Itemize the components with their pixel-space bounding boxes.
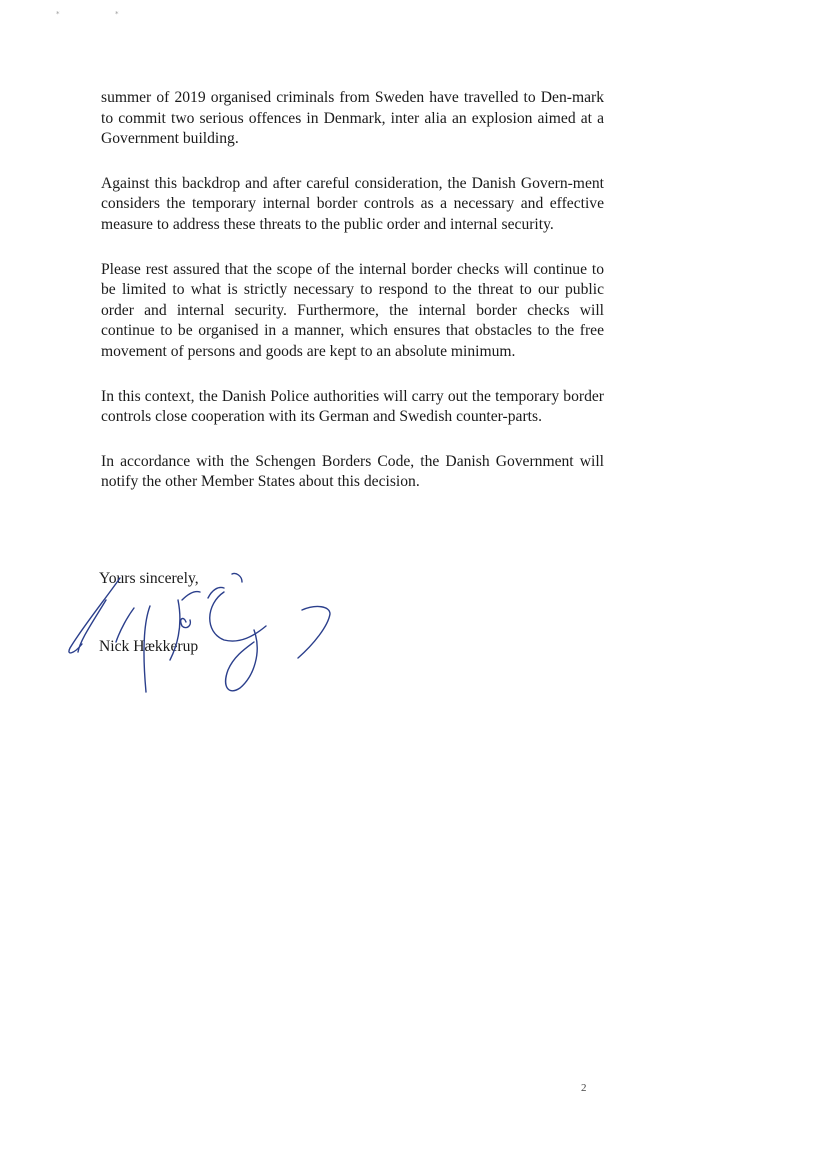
closing-salutation: Yours sincerely, xyxy=(99,570,199,587)
paragraph: In accordance with the Schengen Borders Code, the Danish Government will notify the other Member States about this decision. xyxy=(101,452,604,491)
paragraph: summer of 2019 organised criminals from Sweden have travelled to Den-mark to commit two serious offences in Denmark, inter alia an explosion aimed at a Government building. xyxy=(101,89,604,148)
page-number: 2 xyxy=(581,1082,587,1094)
paragraph: Please rest assured that the scope of the internal border checks will continue to be limited to what is strictly necessary to respond to the threat to our public order and internal security. Furthermore, the internal border checks will continue to be organised in a manner, which ensures that obstacles to the free movement of persons and goods are kept to an absolute minimum. xyxy=(101,260,604,360)
signer-name: Nick Hækkerup xyxy=(99,638,199,655)
letter-body xyxy=(101,88,604,517)
scan-mark: * xyxy=(56,10,60,18)
scan-mark: * xyxy=(115,10,119,18)
handwritten-signature xyxy=(58,570,348,700)
paragraph: Against this backdrop and after careful consideration, the Danish Govern-ment considers the temporary internal border controls as a necessary and effective measure to address these threats to the public order and internal security. xyxy=(101,174,604,233)
paragraph: In this context, the Danish Police authorities will carry out the temporary border controls close cooperation with its German and Swedish counter-parts. xyxy=(101,387,604,426)
